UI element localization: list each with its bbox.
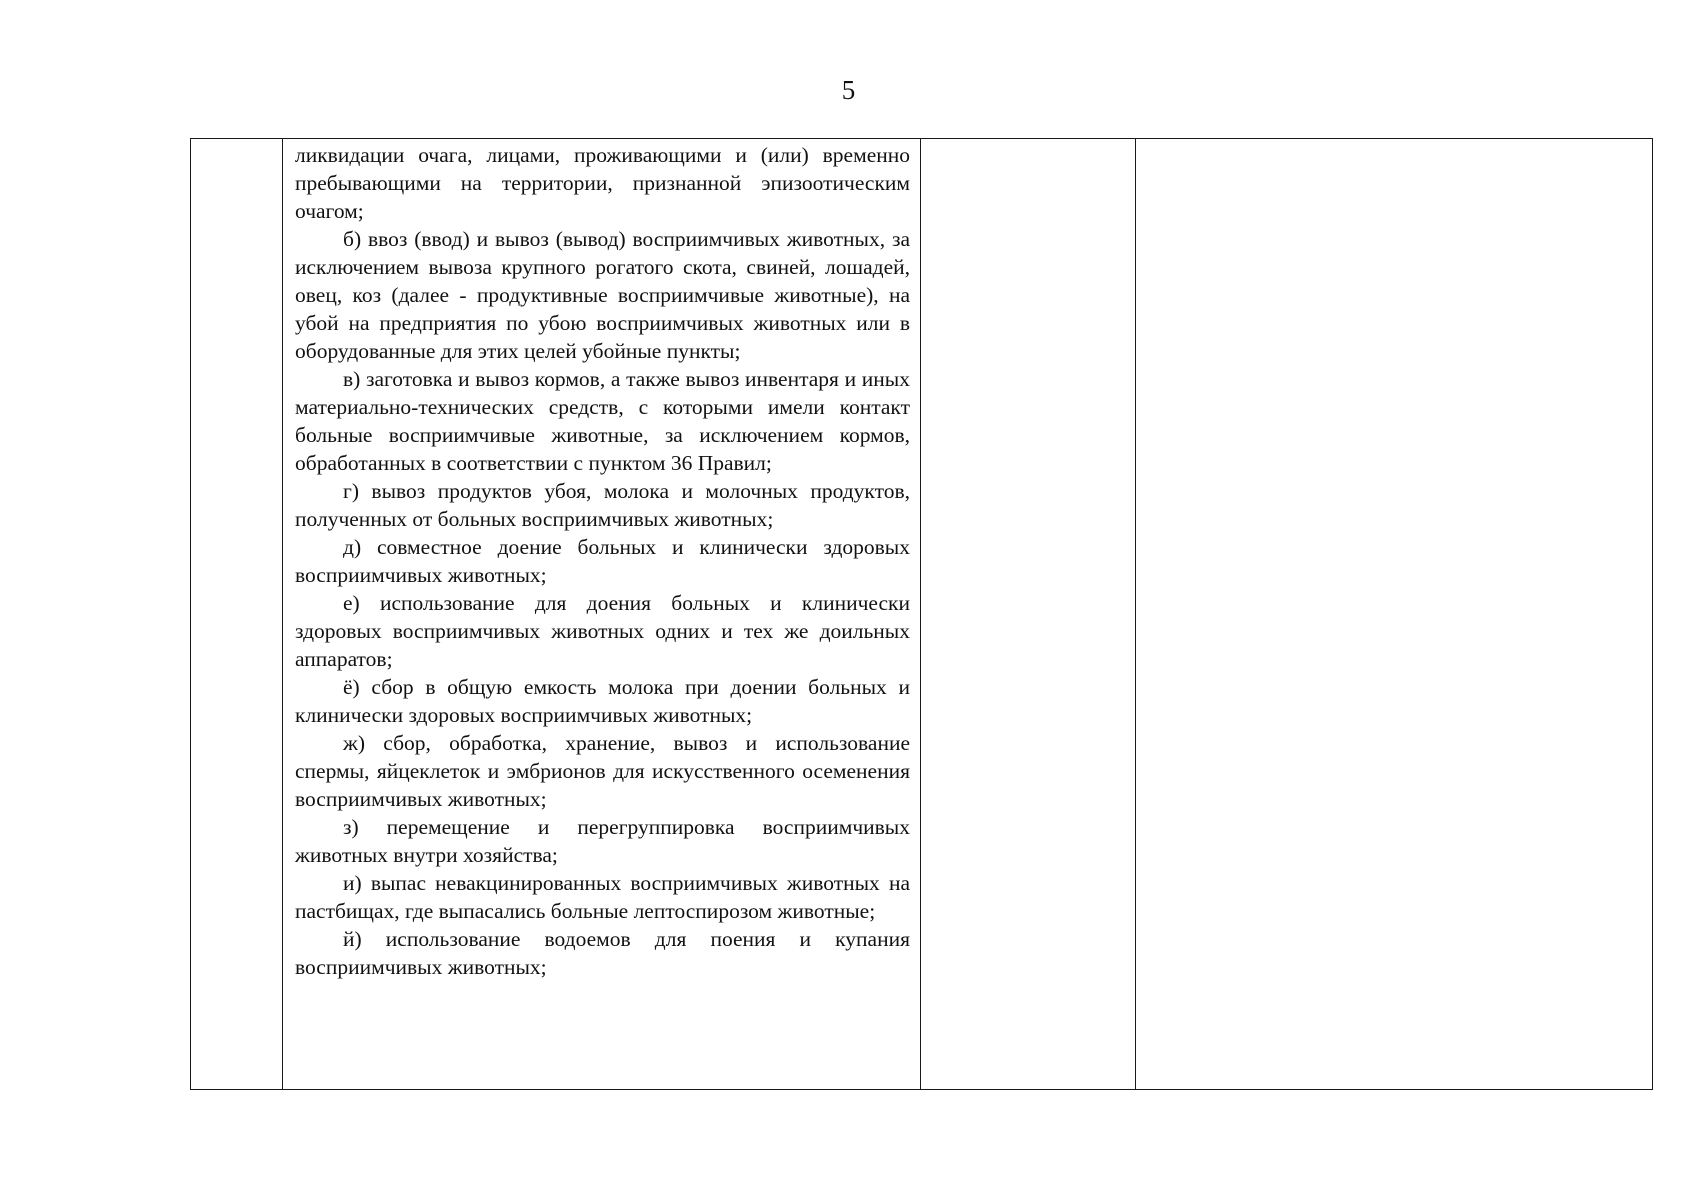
paragraph-d: д) совместное доение больных и клинически здоровых восприимчивых животных; xyxy=(295,535,910,587)
paragraph-e: е) использование для доения больных и клинически здоровых восприимчивых животных одних и тех же доильных аппаратов; xyxy=(295,591,910,671)
number-cell xyxy=(191,139,283,1090)
paragraph-g: г) вывоз продуктов убоя, молока и молочных продуктов, полученных от больных восприимчивых животных; xyxy=(295,479,910,531)
paragraph-yo: ё) сбор в общую емкость молока при доении больных и клинически здоровых восприимчивых животных; xyxy=(295,675,910,727)
page-number: 5 xyxy=(841,75,856,105)
empty-cell-4 xyxy=(1136,139,1653,1090)
table-row xyxy=(191,139,1653,1090)
regulation-table xyxy=(190,138,1653,1090)
paragraph-iy: й) использование водоемов для поения и купания восприимчивых животных; xyxy=(295,927,910,979)
paragraph-v: в) заготовка и вывоз кормов, а также вывоз инвентаря и иных материально-технических средств, с которыми имели контакт больные восприимчивые животные, за исключением кормов, обработанных в соответствии с пунктом 36 Правил; xyxy=(295,367,910,475)
paragraph-i: и) выпас невакцинированных восприимчивых животных на пастбищах, где выпасались больные лептоспирозом животные; xyxy=(295,871,910,923)
empty-cell-3 xyxy=(921,139,1136,1090)
paragraph-b: б) ввоз (ввод) и вывоз (вывод) восприимчивых животных, за исключением вывоза крупного рогатого скота, свиней, лошадей, овец, коз (далее - продуктивные восприимчивые животные), на убой на предприятия по убою восприимчивых животных или в оборудованные для этих целей убойные пункты; xyxy=(295,227,910,363)
paragraph-zh: ж) сбор, обработка, хранение, вывоз и использование спермы, яйцеклеток и эмбрионов для искусственного осеменения восприимчивых животных; xyxy=(295,731,910,811)
paragraph-continuation: ликвидации очага, лицами, проживающими и (или) временно пребывающими на территории, признанной эпизоотическим очагом; xyxy=(295,143,910,223)
paragraph-z: з) перемещение и перегруппировка восприимчивых животных внутри хозяйства; xyxy=(295,815,910,867)
restrictions-text-cell xyxy=(283,139,921,1090)
